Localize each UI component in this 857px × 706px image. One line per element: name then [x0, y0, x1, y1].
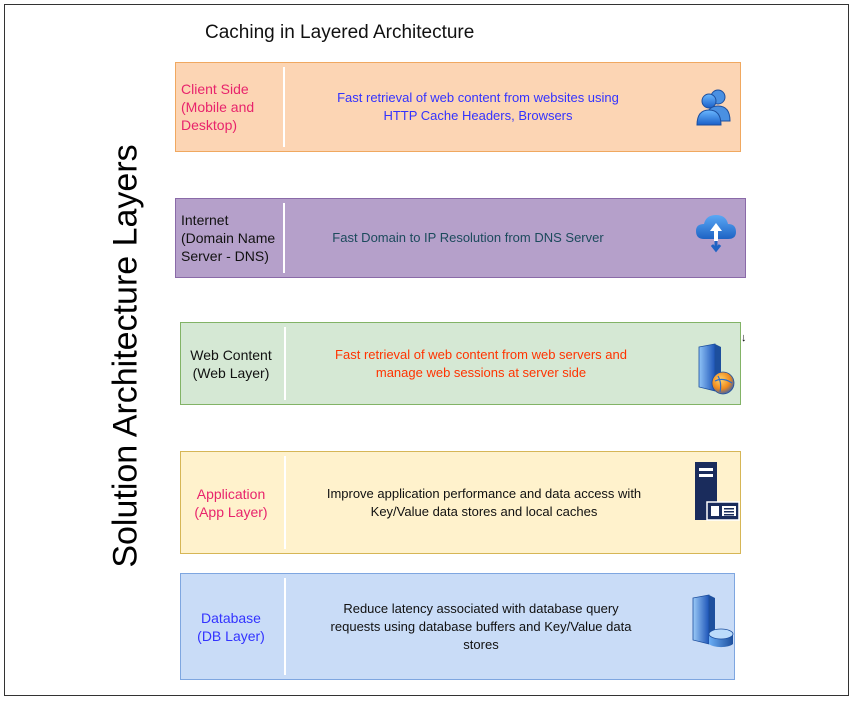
layer-name — [181, 452, 281, 553]
layer-name-line: Web Content — [190, 346, 272, 363]
layer-application — [180, 451, 741, 554]
layer-description-line: requests using database buffers and Key/Value data — [330, 618, 632, 634]
layer-divider — [284, 578, 286, 675]
layer-name-line: (Web Layer) — [192, 364, 270, 381]
layer-name — [181, 323, 281, 404]
layer-name-line: Application — [196, 485, 266, 502]
layer-name-line: Client Side — [181, 81, 249, 97]
layer-description — [293, 574, 669, 679]
web-server-icon — [693, 343, 737, 402]
layer-description-line: Fast retrieval of web content from websites using — [337, 90, 619, 105]
layer-description — [291, 323, 671, 404]
layer-divider — [284, 327, 286, 400]
layer-divider — [284, 456, 286, 549]
layer-client-side — [175, 62, 741, 152]
layer-description-line: stores — [463, 636, 499, 652]
app-server-icon — [693, 460, 741, 529]
layer-name — [181, 63, 281, 151]
layer-description-line: Fast Domain to IP Resolution from DNS Server — [332, 230, 604, 245]
layer-name-line: (Mobile and — [181, 99, 255, 115]
layer-description — [288, 199, 648, 277]
database-server-icon — [687, 594, 735, 657]
layer-description-line: HTTP Cache Headers, Browsers — [383, 108, 573, 123]
layer-divider — [283, 203, 285, 273]
layer-description-line: Improve application performance and data access with — [326, 485, 642, 501]
layer-name — [181, 574, 281, 679]
layer-description-line: Reduce latency associated with database query — [343, 600, 619, 616]
users-icon — [694, 87, 734, 132]
layer-description-line: Key/Value data stores and local caches — [370, 503, 598, 519]
layer-web-content — [180, 322, 741, 405]
layer-name-line: (DB Layer) — [197, 627, 265, 644]
cloud-upload-icon — [694, 211, 738, 258]
stray-arrow-glyph: ↓ — [741, 332, 747, 344]
layer-name-line: (App Layer) — [194, 503, 268, 520]
layer-name-line: Database — [201, 609, 261, 626]
layer-database — [180, 573, 735, 680]
layer-name-line: (Domain Name — [181, 230, 276, 246]
layer-divider — [283, 67, 285, 147]
layer-description-line: Fast retrieval of web content from web servers and — [335, 346, 627, 362]
side-axis-label: Solution Architecture Layers — [106, 144, 145, 568]
layer-description — [289, 452, 679, 553]
layer-name-line: Server - DNS) — [181, 248, 269, 264]
layer-name — [181, 199, 281, 277]
layer-description — [288, 63, 668, 151]
layer-name-line: Desktop) — [181, 117, 238, 133]
layer-name-line: Internet — [181, 212, 229, 228]
diagram-title: Caching in Layered Architecture — [205, 22, 475, 43]
layer-internet — [175, 198, 746, 278]
layer-description-line: manage web sessions at server side — [375, 364, 587, 380]
